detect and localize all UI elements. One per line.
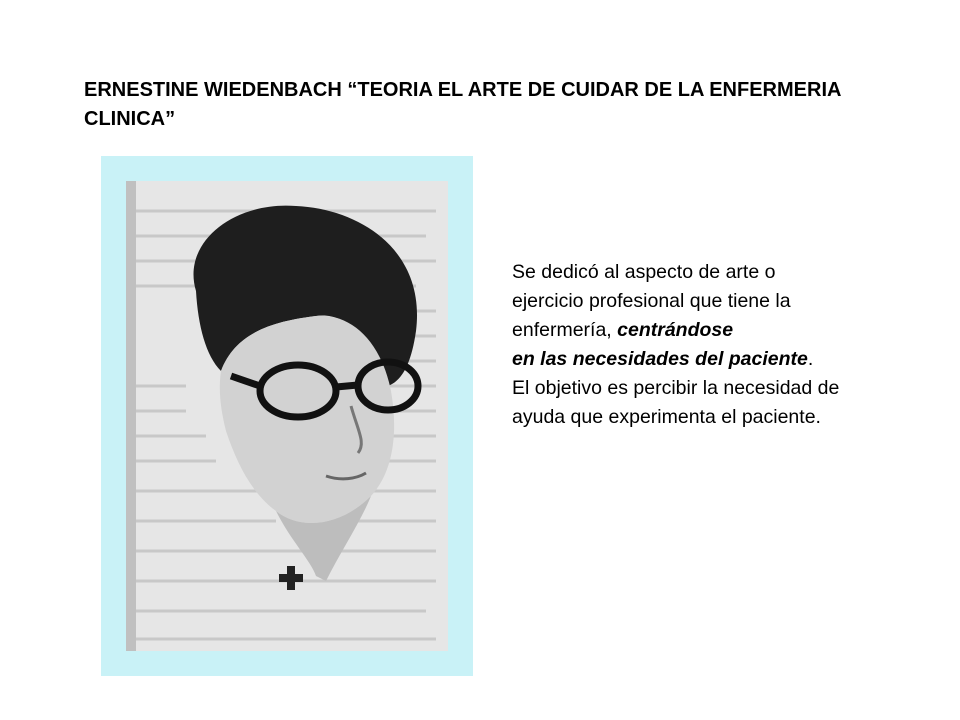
- photo-frame: [101, 156, 473, 676]
- description-line-4: [512, 345, 932, 374]
- description-line-2: ejercicio profesional que tiene la: [512, 290, 791, 312]
- slide-title: ERNESTINE WIEDENBACH “TEORIA EL ARTE DE CUIDAR DE LA ENFERMERIA CLINICA”: [84, 79, 841, 130]
- description-line-6: ayuda que experimenta el paciente.: [512, 406, 821, 428]
- portrait-photo: [126, 181, 448, 651]
- description-line-5: El objetivo es percibir la necesidad de: [512, 377, 840, 399]
- description-text: [512, 258, 932, 432]
- description-line-3-plain: enfermería,: [512, 319, 618, 341]
- portrait-illustration: [126, 181, 448, 651]
- description-emphasis-2: en las necesidades del paciente: [512, 348, 808, 370]
- description-line-3: [512, 316, 932, 345]
- description-line-1: Se dedicó al aspecto de arte o: [512, 261, 776, 283]
- description-emphasis-1: centrándose: [617, 319, 734, 341]
- description-line-4-end: .: [807, 348, 814, 370]
